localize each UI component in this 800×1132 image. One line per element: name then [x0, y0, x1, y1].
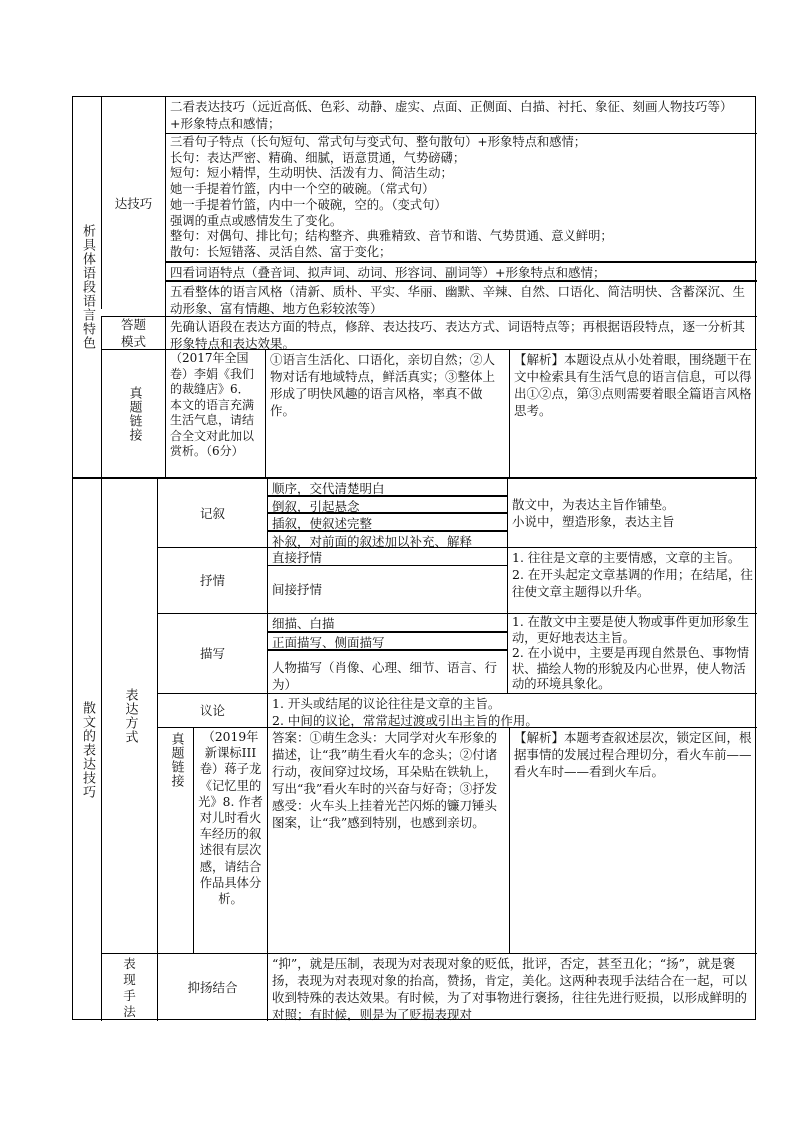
narration-label-cell	[157, 477, 267, 547]
method-text: “抑”，就是压制，表现为对表现对象的贬低，批评，否定，甚至丑化；“扬”，就是褒扬，表现为对表现对象的抬高，赞扬，肯定，美化。这两种表现手法结合在一起，可以收到特殊的表达效果。有时候，为了对事物进行褒扬，往往先进行贬损，以形成鲜明的对照；有时候，则是为了贬损表现对	[267, 953, 757, 1021]
narration-item: 倒叙，引起悬念	[267, 495, 507, 512]
link1-answer: ①语言生活化、口语化，亲切自然；②人物对话有地域特点，鲜活真实；③整体上形成了明快风趣的语言风格，率真不做作。	[265, 349, 509, 477]
method-sub-label: 抑扬结合	[187, 980, 238, 995]
expr-label-cell	[101, 477, 157, 953]
link2-label-cell	[157, 727, 193, 953]
link2-question: （2019年新课标III卷）蒋子龙《记忆里的光》8. 作者对儿时看火车经历的叙述很有层次感，请结合作品具体分析。	[193, 727, 267, 953]
lyric-item	[267, 565, 507, 613]
narration-item: 插叙，使叙述完整	[267, 512, 507, 530]
technique-label-cell	[101, 97, 165, 309]
technique-row-2: 二看表达技巧（远近高低、色彩、动静、虚实、点面、正侧面、白描、衬托、象征、刻画人物技巧等）+形象特点和感情；	[165, 97, 757, 133]
expr-label: 表达方式	[122, 688, 138, 744]
narration-item: 补叙，对前面的叙述加以补充、解释	[267, 530, 507, 547]
section2-label: 散文的表达技巧	[80, 701, 95, 799]
technique-row-5: 五看整体的语言风格（清新、质朴、平实、华丽、幽默、辛辣、自然、口语化、简洁明快、含蓄深沉、生动形象、富有情趣、地方色彩较浓等）	[165, 280, 757, 316]
content-table	[72, 96, 756, 1020]
link1-label: 真题链接	[126, 385, 142, 442]
narration-item: 顺序，交代清楚明白	[267, 477, 507, 495]
mode-text: 先确认语段在表达方面的特点，修辞、表达技巧、表达方式、词语特点等；再根据语段特点，逐一分析其形象特点和表达效果。	[165, 316, 757, 349]
link2-answer: 答案：①萌生念头：大同学对火车形象的描述，让“我”萌生看火车的念头；②付诸行动，夜间穿过坟场，耳朵贴在铁轨上，写出“我”看火车时的兴奋与好奇；③抒发感受：火车头上挂着光芒闪烁的镰刀锤头图案，让“我”感到特别，也感到亲切。	[267, 727, 509, 953]
lyric-note: 1. 往往是文章的主要情感，文章的主旨。 2. 在开头起定文章基调的作用；在结尾，往往使文章主题得以升华。	[507, 547, 757, 613]
lyric-label-cell	[157, 547, 267, 613]
narration-note-text: 散文中，为表达主旨作铺垫。 小说中，塑造形象，表达主旨	[512, 497, 675, 529]
argument-text: 1. 开头或结尾的议论往往是文章的主旨。 2. 中间的议论，常常起过渡或引出主旨的作用。	[267, 693, 757, 727]
section1-label-cell	[73, 97, 101, 477]
argument-label-cell	[157, 693, 267, 727]
method-sub-label-cell	[157, 953, 267, 1021]
description-item: 人物描写（肖像、心理、细节、语言、行为）	[267, 649, 507, 693]
lyric-item-text: 间接抒情	[272, 582, 323, 597]
description-label: 描写	[199, 646, 225, 661]
lyric-item: 直接抒情	[267, 547, 507, 565]
link2-label: 真题链接	[168, 732, 184, 788]
section2-label-cell	[73, 477, 101, 1021]
method-label: 表现手法	[123, 955, 136, 1019]
lyric-label: 抒情	[199, 573, 225, 588]
description-note: 1. 在散文中主要是使人物或事件更加形象生动，更好地表达主旨。 2. 在小说中，主要是再现自然景色、事物情状、描绘人物的形貌及内心世界，使人物活动的环境具象化。	[507, 613, 757, 693]
link1-question: （2017年全国卷）李娟《我们的裁缝店》6．本文的语言充满生活气息，请结合全文对此加以赏析。（6分）	[165, 349, 265, 477]
link2-analysis: 【解析】本题考查叙述层次，锁定区间，根据事情的发展过程合理切分，看火车前——看火车时——看到火车后。	[509, 727, 757, 953]
narration-label: 记叙	[199, 505, 225, 521]
technique-label: 达技巧	[114, 195, 153, 211]
section1-label: 析具体语段语言特色	[80, 224, 95, 350]
link1-label-cell	[101, 349, 165, 477]
description-item: 正面描写、侧面描写	[267, 631, 507, 649]
description-item: 细描、白描	[267, 613, 507, 631]
mode-label-cell	[101, 316, 165, 349]
narration-note	[507, 477, 757, 547]
description-label-cell	[157, 613, 267, 693]
technique-row-4: 四看词语特点（叠音词、拟声词、动词、形容词、副词等）+形象特点和感情；	[165, 261, 757, 280]
method-label-cell	[101, 953, 157, 1021]
technique-row-3: 三看句子特点（长句短句、常式句与变式句、整句散句）+形象特点和感情； 长句：表达严密、精确、细腻，语意贯通，气势磅礴； 短句：短小精悍，生动明快、活泼有力、简洁生动； 她一手提着竹篮，内中一个空的破碗。（常式句） 她一手提着竹篮，内中一个破碗，空的。（变式句） 强调的重点或感情发生了变化。 整句：对偶句、排比句；结构整齐、典雅精致、音节和谐、气势贯通、意义鲜明； 散句：长短错落、灵活自然、富于变化；	[165, 133, 757, 261]
argument-label: 议论	[199, 703, 225, 718]
link1-analysis: 【解析】本题设点从小处着眼，围绕题干在文中检索具有生活气息的语言信息，可以得出①②点，第③点则需要着眼全篇语言风格思考。	[509, 349, 757, 477]
mode-label: 答题模式	[120, 317, 146, 349]
